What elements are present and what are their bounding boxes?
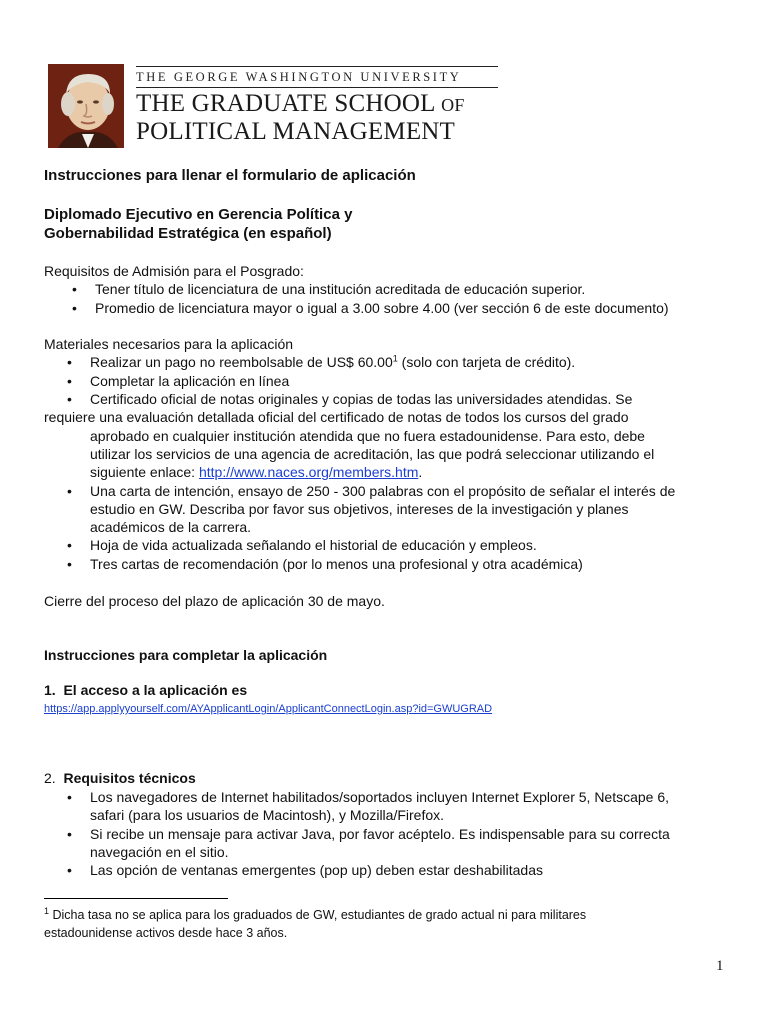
application-url-row [44,698,492,718]
link-period: . [418,464,423,480]
bullet: • [67,354,72,370]
footnote-marker: 1 [44,905,50,916]
school-name-line1 [136,90,465,118]
bullet: • [67,483,72,499]
document-title: Instrucciones para llenar el formulario de aplicación [44,167,416,184]
admission-heading: Requisitos de Admisión para el Posgrado: [44,263,304,279]
section2-heading [44,769,196,787]
tech-item-java-line2: navegación en el sitio. [90,844,229,860]
logo-top-rule [136,66,498,67]
materials-item-payment [90,353,575,371]
section2-title: Requisitos técnicos [63,770,196,786]
bullet: • [67,862,72,878]
section1-number: 1. [44,682,56,698]
materials-item-transcripts-line5 [90,463,422,481]
university-name: THE GEORGE WASHINGTON UNIVERSITY [136,70,462,84]
school-name-of: OF [441,95,465,115]
materials-item-transcripts-line4: utilizar los servicios de una agencia de acreditación, las que podrá seleccionar utilizando el [90,446,655,462]
admission-item: Promedio de licenciatura mayor o igual a 3.00 sobre 4.00 (ver sección 6 de este documento) [95,300,669,316]
tech-item-popups: Las opción de ventanas emergentes (pop up) deben estar deshabilitadas [90,862,543,878]
bullet: • [67,391,72,407]
deadline-text: Cierre del proceso del plazo de aplicación 30 de mayo. [44,593,385,609]
instructions-heading: Instrucciones para completar la aplicación [44,647,328,663]
school-name-line2: POLITICAL MANAGEMENT [136,118,456,145]
footnote-line1 [44,907,586,924]
section1-title: El acceso a la aplicación es [63,682,248,698]
materials-item-references: Tres cartas de recomendación (por lo menos una profesional y otra académica) [90,556,583,572]
bullet: • [67,789,72,805]
section1-heading [44,681,247,699]
footnote-line2: estadounidense activos desde hace 3 años. [44,926,288,940]
materials-item-online: Completar la aplicación en línea [90,373,290,389]
admission-item: Tener título de licenciatura de una institución acreditada de educación superior. [95,281,586,297]
section2-number: 2. [44,770,56,786]
bullet: • [67,373,72,389]
materials-heading: Materiales necesarios para la aplicación [44,336,294,352]
payment-note: (solo con tarjeta de crédito). [397,354,576,370]
materials-item-letter-line2: estudio en GW. Describa por favor sus objetivos, intereses de la investigación y planes [90,501,629,517]
bullet: • [67,537,72,553]
naces-link[interactable]: http://www.naces.org/members.htm [198,464,419,480]
materials-item-transcripts-line2: requiere una evaluación detallada oficial del certificado de notas de todos los cursos del grado [44,409,629,425]
link-intro: siguiente enlace: [90,464,199,480]
bullet: • [72,300,77,316]
footnote-text: Dicha tasa no se aplica para los graduados de GW, estudiantes de grado actual ni para militares [49,908,587,922]
bullet: • [67,556,72,572]
tech-item-java-line1: Si recibe un mensaje para activar Java, por favor acéptelo. Es indispensable para su correcta [90,826,670,842]
materials-item-transcripts-line3: aprobado en cualquier institución atendida que no fuera estadounidense. Para esto, debe [90,428,645,444]
materials-item-transcripts-line1: Certificado oficial de notas originales y copias de todas las universidades atendidas. Se [90,391,633,407]
logo-middle-rule [136,87,498,88]
gwu-gspm-logo [48,64,465,150]
page-number: 1 [716,958,724,974]
bullet: • [72,281,77,297]
school-name-text: THE GRADUATE SCHOOL [136,90,435,117]
tech-item-browsers-line1: Los navegadores de Internet habilitados/soportados incluyen Internet Explorer 5, Netscape 6, [90,789,670,805]
payment-text: Realizar un pago no reembolsable de US$ 60.00 [90,354,393,370]
footnote-ref: 1 [392,353,398,364]
materials-item-letter-line3: académicos de la carrera. [90,519,252,535]
materials-item-cv: Hoja de vida actualizada señalando el historial de educación y empleos. [90,537,537,553]
application-url-link[interactable]: https://app.applyyourself.com/AYApplicantLogin/ApplicantConnectLogin.asp?id=GWUGRAD [44,703,493,715]
program-title-line1: Diplomado Ejecutivo en Gerencia Política y [44,206,353,223]
program-title-line2: Gobernabilidad Estratégica (en español) [44,225,332,242]
tech-item-browsers-line2: safari (para los usuarios de Macintosh), y Mozilla/Firefox. [90,807,445,823]
bullet: • [67,826,72,842]
footnote-rule [44,898,228,899]
george-washington-portrait [48,64,124,148]
materials-item-letter-line1: Una carta de intención, ensayo de 250 - 300 palabras con el propósito de señalar el interés de [90,483,676,499]
